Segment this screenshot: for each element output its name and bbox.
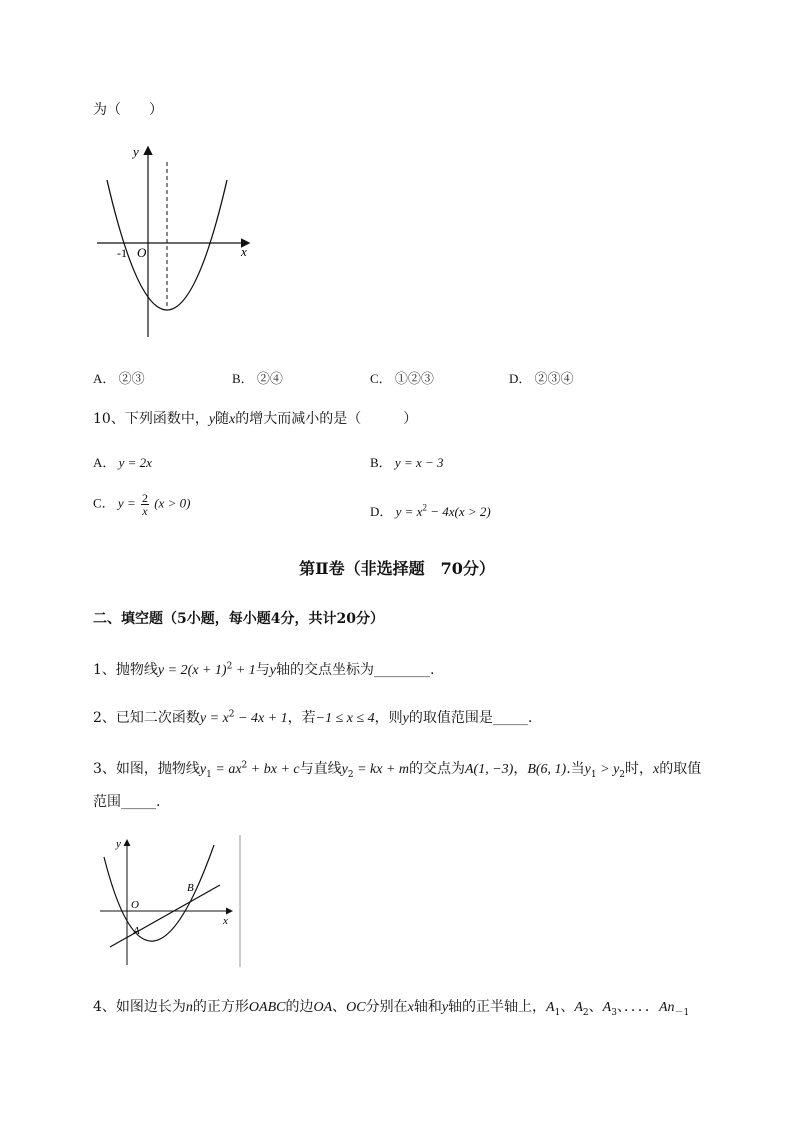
x-axis-label: x — [223, 915, 228, 927]
parabola-curve — [104, 845, 214, 941]
origin-label: O — [131, 899, 139, 911]
q9-tail: 为（ ） — [93, 102, 163, 118]
origin-label: O — [137, 245, 147, 260]
part2-title: 第Ⅱ卷（非选择题 70分） — [299, 559, 495, 578]
q9-option-d[interactable]: D． ②③④ — [509, 371, 574, 386]
q9-option-a[interactable]: A． ②③ — [93, 371, 145, 386]
fill-question-2: 2、已知二次函数$y = x^2 - 4x + 1$，若−1 ≤ x ≤ 4，则y的取值范围是_____. — [93, 709, 533, 726]
q10-option-a[interactable]: A． y = 2x — [93, 455, 152, 470]
x-axis-label: x — [241, 244, 247, 259]
fill-question-1: 1、抛物线$y = 2(x + 1)^2 + 1$与y轴的交点坐标为________. — [93, 661, 435, 678]
q9-option-b[interactable]: B． ②④ — [232, 371, 283, 386]
fill-question-4: 4、如图边长为n的正方形OABC的边OA、OC分别在x轴和y轴的正半轴上，$A_1$、$A_2$、$A_3$、．．．．$An_{-1}$ — [93, 999, 690, 1018]
y-axis-label: y — [116, 838, 121, 850]
q9-parabola-graph — [93, 140, 258, 340]
q10-option-d[interactable]: D． $y = x^2 - 4x(x > 2)$ — [370, 502, 491, 519]
q10-stem: 10、下列函数中，y随x的增大而减小的是（ ） — [93, 411, 418, 427]
point-a-label: A — [133, 925, 140, 937]
fraction: $\frac{2}{x}$ — [141, 491, 148, 518]
fill3-graph — [96, 835, 246, 970]
minus-one-label: -1 — [117, 246, 127, 260]
section2-title: 二、填空题（5小题，每小题4分，共计20分） — [93, 611, 384, 627]
fill-question-3-line2: 范围_____. — [93, 794, 161, 810]
q10-option-c[interactable]: C． y = $\frac{2}{x}$ (x > 0) — [93, 491, 191, 518]
y-axis-label: y — [133, 144, 139, 159]
point-b-label: B — [187, 882, 194, 894]
q10-option-b[interactable]: B． y = x − 3 — [370, 455, 444, 470]
q9-option-c[interactable]: C． ①②③ — [370, 371, 434, 386]
fill-question-3: 3、如图，抛物线$y_1 = ax^2$ + bx + c与直线$y_2$ = kx + m的交点为A(1, −3)，B(6, 1).当$y_1 > y_2$时，x的取值 — [93, 760, 702, 780]
